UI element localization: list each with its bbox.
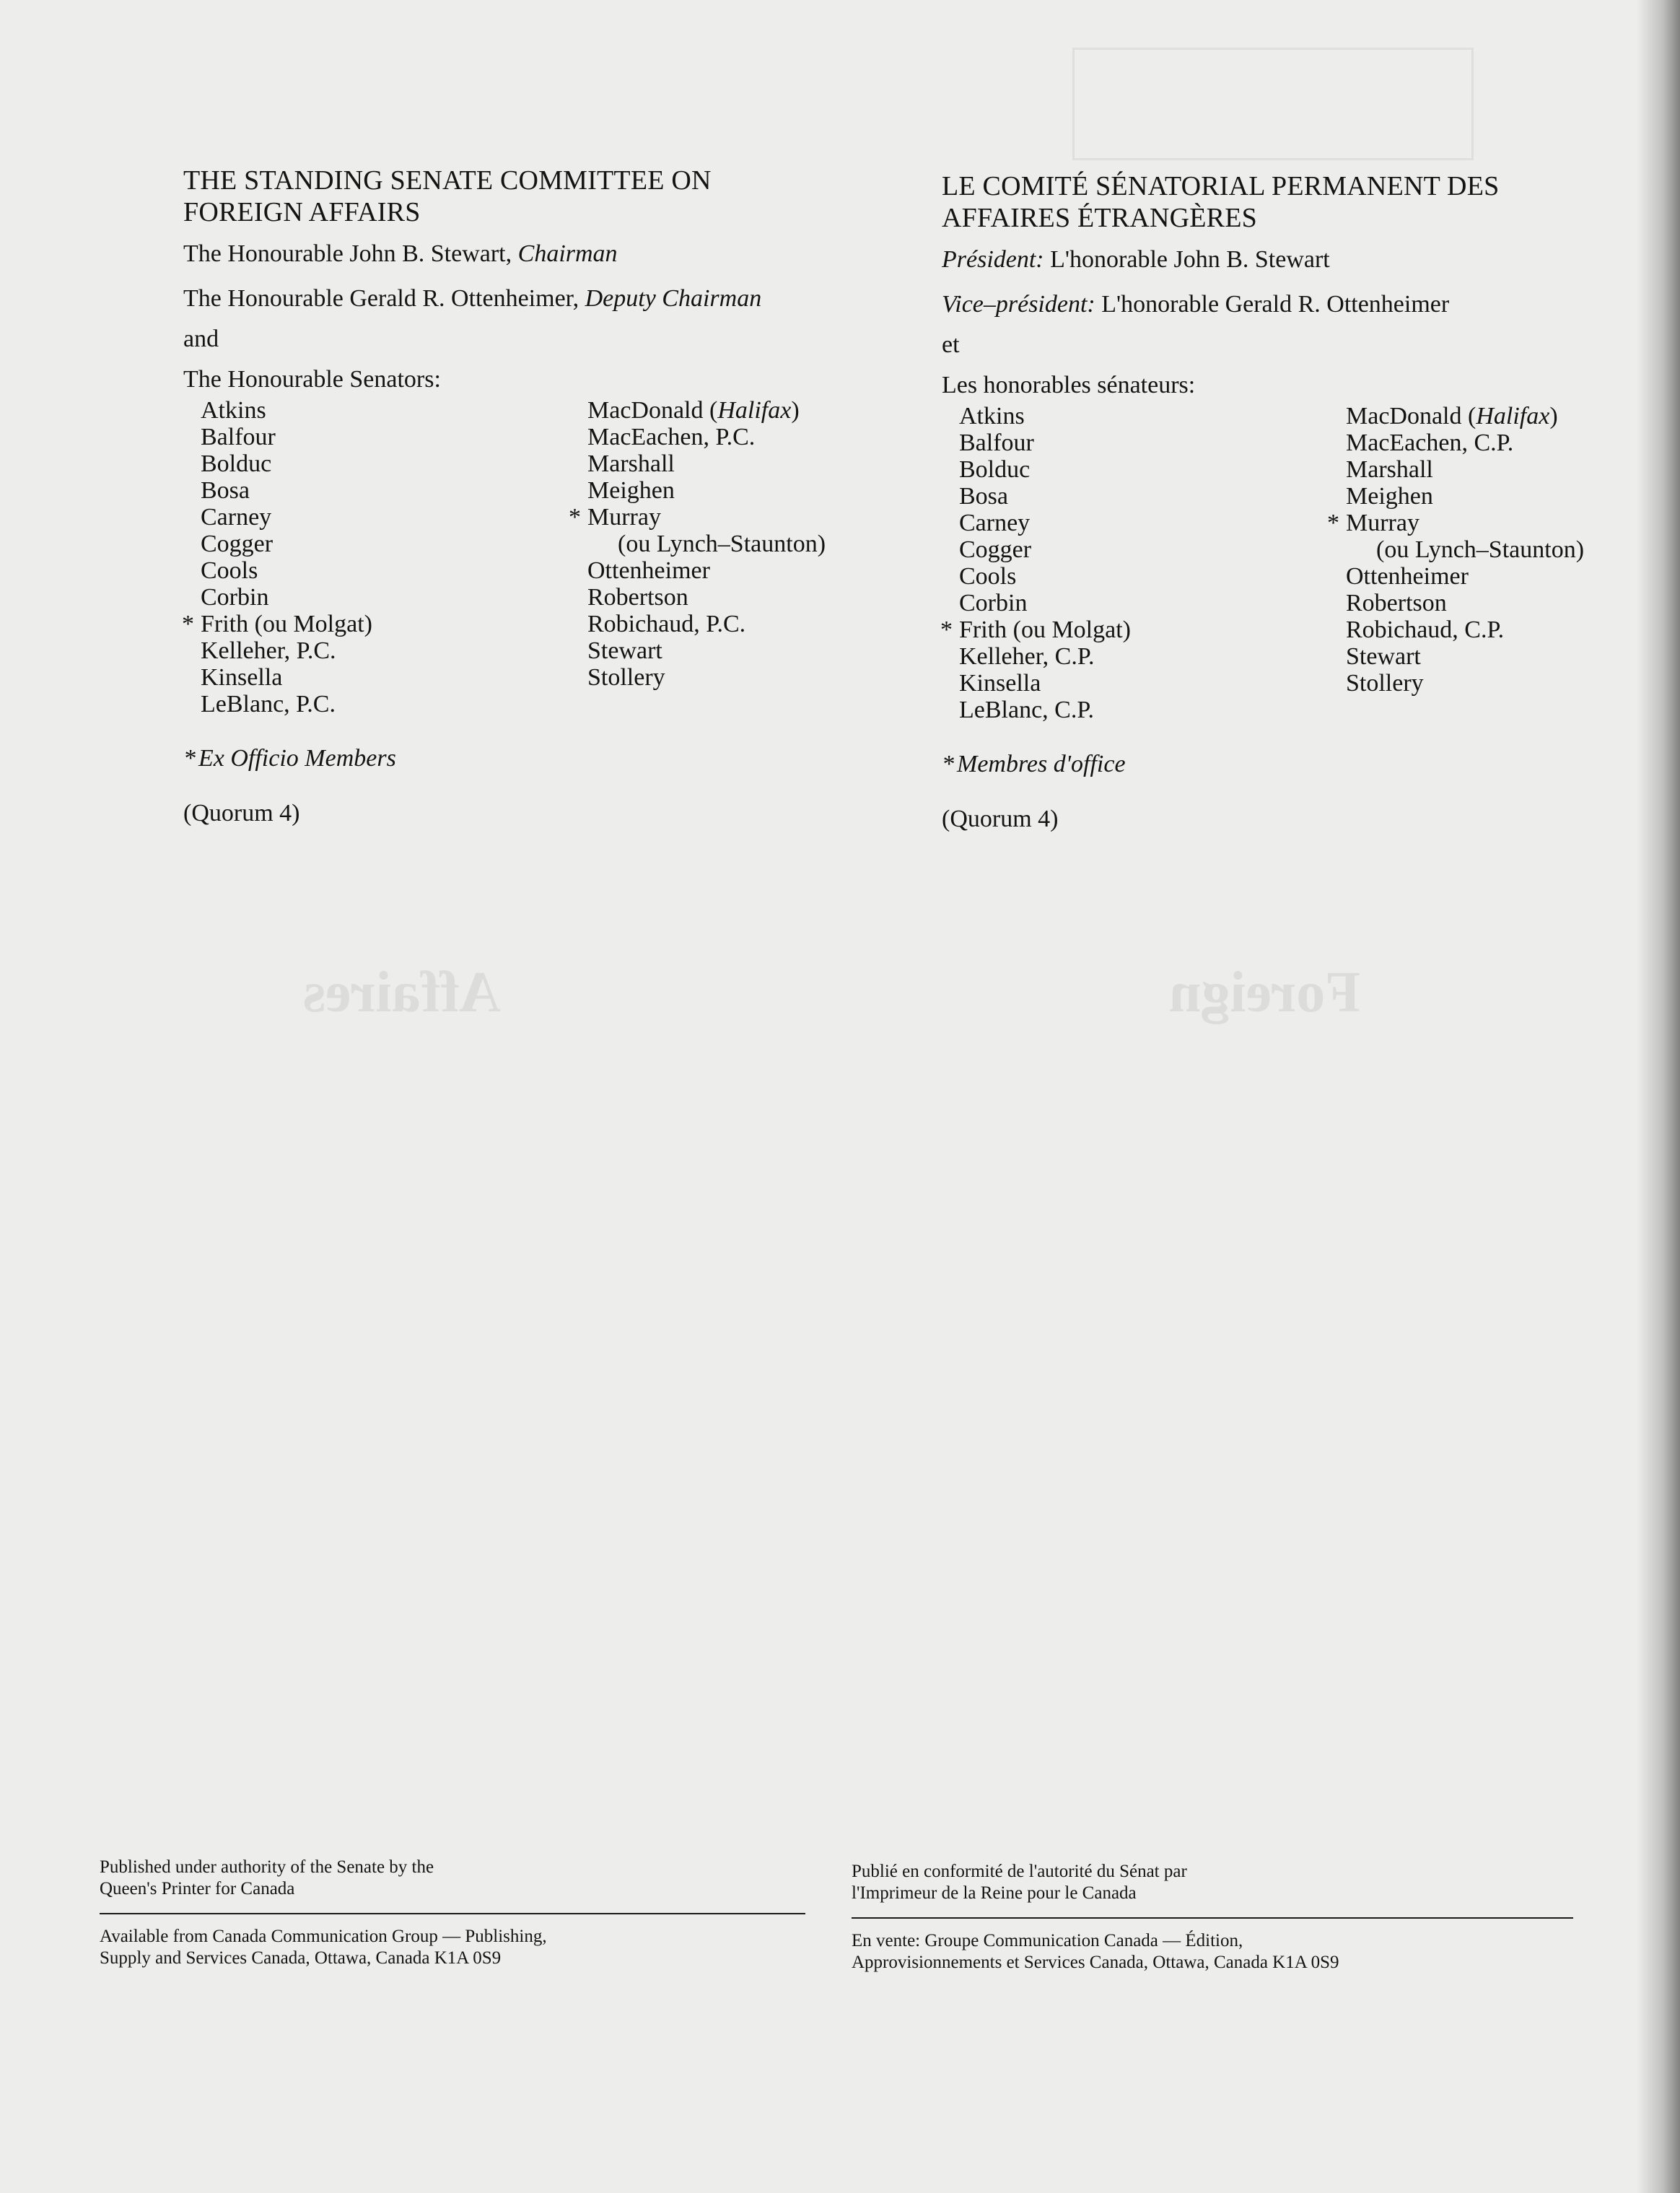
footer-english	[100, 1857, 805, 1969]
member-macdonald	[587, 397, 826, 424]
member-name: Corbin	[201, 584, 269, 611]
member-name: Balfour	[959, 430, 1034, 456]
member-name: Frith (ou Molgat)	[201, 611, 372, 637]
member-name: Meighen	[1346, 483, 1433, 510]
quorum: (Quorum 4)	[183, 800, 300, 827]
chairman-line	[183, 240, 876, 269]
french-committee-column	[942, 170, 1635, 834]
president-name: L'honorable John B. Stewart	[1044, 246, 1330, 273]
member-name: Kelleher, P.C.	[201, 637, 336, 664]
member-ex-officio	[940, 616, 1131, 643]
footer-divider	[852, 1917, 1573, 1919]
deputy-chairman-role: Deputy Chairman	[585, 285, 762, 312]
ex-officio-asterisk: *	[1327, 510, 1339, 536]
english-committee-column	[183, 165, 876, 829]
vice-president-line	[942, 290, 1635, 319]
member-name: MacEachen, P.C.	[587, 424, 756, 450]
page-edge-shadow	[1637, 0, 1680, 2193]
published-by-line1: Published under authority of the Senate by the	[100, 1857, 434, 1877]
member-name: Robertson	[1346, 590, 1447, 616]
member-ex-officio	[182, 611, 372, 637]
member-riding: Halifax	[717, 397, 792, 424]
ex-officio-label: Ex Officio Members	[198, 745, 396, 772]
member-name: Cogger	[959, 536, 1032, 563]
president-role: Président:	[942, 246, 1044, 273]
available-from-line1: En vente: Groupe Communication Canada — Édition,	[852, 1931, 1243, 1950]
member-name: Marshall	[1346, 456, 1433, 483]
member-ex-officio	[1327, 510, 1584, 536]
chairman-name: The Honourable John B. Stewart,	[183, 240, 518, 267]
member-name: Ottenheimer	[587, 557, 710, 584]
members-column-1	[940, 403, 1131, 723]
ex-officio-asterisk: *	[569, 504, 581, 531]
ex-officio-asterisk: *	[183, 745, 196, 772]
ex-officio-asterisk: *	[940, 616, 953, 643]
member-name: Bolduc	[959, 456, 1031, 483]
and-label: and	[183, 326, 219, 352]
available-from-line1: Available from Canada Communication Group — Publishing,	[100, 1927, 547, 1946]
members-list	[942, 403, 1635, 742]
member-name: Balfour	[201, 424, 276, 450]
member-name: LeBlanc, P.C.	[201, 691, 336, 718]
member-name: Carney	[959, 510, 1031, 536]
available-from-line2: Approvisionnements et Services Canada, Ottawa, Canada K1A 0S9	[852, 1953, 1339, 1972]
available-from-line2: Supply and Services Canada, Ottawa, Canada K1A 0S9	[100, 1948, 502, 1968]
member-name: Murray	[587, 504, 661, 531]
member-name: Stewart	[1346, 643, 1421, 670]
member-name: Stewart	[587, 637, 662, 664]
chairman-role: Chairman	[517, 240, 618, 267]
member-name: Frith (ou Molgat)	[959, 616, 1131, 643]
vice-president-name: L'honorable Gerald R. Ottenheimer	[1095, 291, 1450, 318]
senators-intro: Les honorables sénateurs:	[942, 372, 1196, 398]
deputy-chairman-name: The Honourable Gerald R. Ottenheimer,	[183, 285, 585, 312]
ex-officio-asterisk: *	[942, 751, 954, 777]
published-by-line2: l'Imprimeur de la Reine pour le Canada	[852, 1883, 1137, 1903]
member-name: Kelleher, C.P.	[959, 643, 1095, 670]
published-by-line2: Queen's Printer for Canada	[100, 1879, 295, 1898]
member-name: Kinsella	[201, 664, 283, 691]
quorum: (Quorum 4)	[942, 806, 1059, 832]
members-column-2	[569, 397, 826, 691]
member-name: Meighen	[587, 477, 675, 504]
committee-title-line2: FOREIGN AFFAIRS	[183, 197, 421, 227]
member-name: Carney	[201, 504, 272, 531]
ex-officio-asterisk: *	[182, 611, 194, 637]
and-label: et	[942, 331, 960, 358]
member-name: Cools	[959, 563, 1017, 590]
footer-divider	[100, 1913, 805, 1914]
member-ex-officio	[569, 504, 826, 531]
member-name: Stollery	[1346, 670, 1424, 697]
member-name: Murray	[1346, 510, 1419, 536]
member-riding: Halifax	[1476, 403, 1550, 430]
member-name: Robertson	[587, 584, 688, 611]
ex-officio-label: Membres d'office	[957, 751, 1126, 777]
member-name: Cools	[201, 557, 258, 584]
ghost-text: Affaires	[303, 961, 501, 1024]
member-name: Robichaud, C.P.	[1346, 616, 1505, 643]
committee-title-line1: THE STANDING SENATE COMMITTEE ON	[183, 165, 712, 196]
member-name: Bosa	[959, 483, 1008, 510]
member-name: Robichaud, P.C.	[587, 611, 746, 637]
member-name: Atkins	[201, 397, 266, 424]
member-name: Bolduc	[201, 450, 272, 477]
member-alternate: (ou Lynch–Staunton)	[618, 531, 826, 557]
president-line	[942, 245, 1635, 274]
member-name: Marshall	[587, 450, 675, 477]
vice-president-role: Vice–président:	[942, 291, 1095, 318]
member-name: Stollery	[587, 664, 665, 691]
members-column-2	[1327, 403, 1585, 697]
member-name: LeBlanc, C.P.	[959, 697, 1094, 723]
member-name: MacDonald (	[587, 397, 718, 424]
ghost-text: Foreign	[1169, 961, 1361, 1024]
deputy-chairman-line	[183, 284, 876, 313]
senators-intro: The Honourable Senators:	[183, 366, 441, 393]
ghost-mail-poste-box	[1072, 48, 1474, 160]
member-name: Cogger	[201, 531, 274, 557]
paren: )	[1549, 403, 1558, 430]
member-name: Kinsella	[959, 670, 1041, 697]
paren: )	[791, 397, 800, 424]
member-name: MacDonald (	[1346, 403, 1476, 430]
member-name: Corbin	[959, 590, 1028, 616]
member-alternate: (ou Lynch–Staunton)	[1376, 536, 1585, 563]
published-by-line1: Publié en conformité de l'autorité du Sénat par	[852, 1862, 1187, 1881]
member-macdonald	[1346, 403, 1584, 430]
committee-title-line1: LE COMITÉ SÉNATORIAL PERMANENT DES	[942, 171, 1500, 201]
members-column-1	[182, 397, 372, 718]
footer-french	[852, 1861, 1573, 1974]
member-name: Bosa	[201, 477, 250, 504]
ex-officio-note	[183, 744, 876, 774]
member-name: Ottenheimer	[1346, 563, 1469, 590]
ex-officio-note	[942, 749, 1635, 780]
committee-title-line2: AFFAIRES ÉTRANGÈRES	[942, 203, 1257, 233]
member-name: MacEachen, C.P.	[1346, 430, 1514, 456]
members-list	[183, 397, 876, 736]
member-name: Atkins	[959, 403, 1025, 430]
